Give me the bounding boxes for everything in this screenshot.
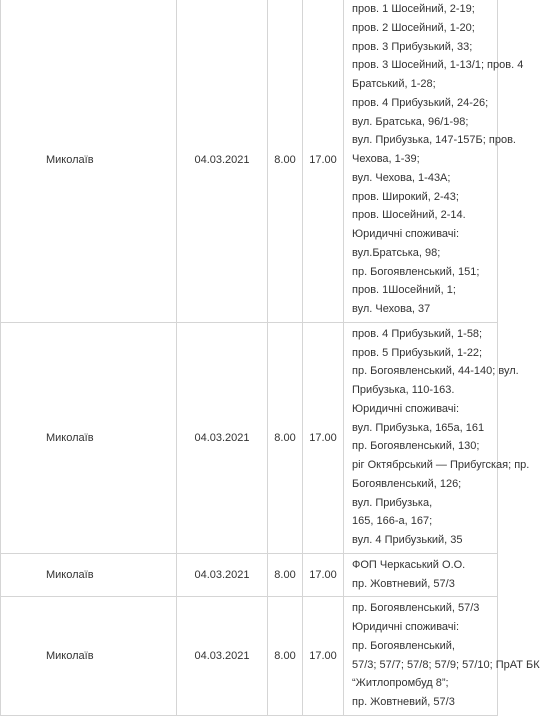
address-line: Прибузька, 110-163. (352, 384, 455, 396)
end-time-cell: 17.00 (303, 0, 344, 322)
city-cell: Миколаїв (1, 553, 177, 597)
addresses-cell (344, 553, 498, 597)
address-line: Чехова, 1-39; (352, 153, 420, 165)
start-time-cell: 8.00 (268, 597, 303, 716)
address-line: вул. Прибузька, (352, 496, 433, 509)
address-line: пров. 4 Прибузький, 1-58; (352, 327, 483, 340)
address-line: вул. Чехова, 1-43А; (352, 171, 451, 184)
address-line: пр. Богоявленський, 151; (352, 265, 480, 278)
city-cell: Миколаїв (1, 597, 177, 716)
address-line: пр. Богоявленський, 57/3 (352, 602, 480, 615)
address-line: пров. 1Шосейний, 1; (352, 284, 456, 297)
table-body (1, 0, 540, 715)
address-line: вул. Чехова, 37 (352, 303, 431, 315)
address-line: 57/3; 57/7; 57/8; 57/9; 57/10; ПрАТ БК (352, 658, 540, 671)
date-cell: 04.03.2021 (177, 322, 268, 553)
date-cell: 04.03.2021 (177, 597, 268, 716)
address-line: вул.Братська, 98; (352, 246, 441, 259)
address-line: Братський, 1-28; (352, 78, 436, 90)
addresses-cell (344, 0, 524, 322)
address-line: пров. Шосейний, 2-14. (352, 209, 466, 222)
address-line: пр. Богоявленський, 130; (352, 440, 480, 453)
address-line: Богоявленський, 126; (352, 477, 462, 490)
address-line: пр. Богоявленський, (352, 639, 455, 652)
start-time-cell: 8.00 (268, 0, 303, 322)
address-line: пров. Широкий, 2-43; (352, 190, 459, 203)
address-line: Юридичні споживачі: (352, 621, 460, 633)
address-line: Юридичні споживачі: (352, 402, 460, 415)
address-line: Юридичні споживачі: (352, 228, 460, 240)
address-line: ФОП Черкаський О.О. (352, 558, 466, 571)
address-line: “Житлопромбуд 8”; (352, 677, 449, 690)
table-row (1, 597, 498, 716)
table-row (1, 322, 498, 553)
address-line: вул. 4 Прибузький, 35 (352, 534, 463, 546)
address-line: вул. Братська, 96/1-98; (352, 115, 469, 128)
date-cell: 04.03.2021 (177, 0, 268, 322)
address-line: ріг Октябрський — Прибугская; пр. (352, 459, 530, 471)
city-cell: Миколаїв (1, 0, 177, 322)
address-line: вул. Прибузька, 147-157Б; пров. (352, 134, 516, 147)
address-line: пров. 3 Прибузький, 33; (352, 40, 473, 53)
address-line: пр. Жовтневий, 57/3 (352, 696, 455, 708)
addresses-cell (344, 597, 540, 716)
address-line: вул. Прибузька, 165а, 161 (352, 421, 485, 434)
table-row (1, 0, 498, 322)
start-time-cell: 8.00 (268, 553, 303, 597)
address-line: пр. Жовтневий, 57/3 (352, 577, 455, 590)
city-cell: Миколаїв (1, 322, 177, 553)
address-line: пров. 4 Прибузький, 24-26; (352, 96, 489, 109)
addresses-cell (344, 322, 530, 553)
end-time-cell: 17.00 (303, 322, 344, 553)
address-line: пров. 3 Шосейний, 1-13/1; пров. 4 (352, 59, 524, 72)
end-time-cell: 17.00 (303, 597, 344, 716)
table-row (1, 553, 498, 597)
end-time-cell: 17.00 (303, 553, 344, 597)
address-line: пр. Богоявленський, 44-140; вул. (352, 365, 519, 378)
address-line: пров. 1 Шосейний, 2-19; (352, 3, 475, 15)
address-line: пров. 2 Шосейний, 1-20; (352, 21, 475, 34)
address-line: 165, 166-а, 167; (352, 515, 433, 528)
date-cell: 04.03.2021 (177, 553, 268, 597)
address-line: пров. 5 Прибузький, 1-22; (352, 346, 483, 359)
start-time-cell: 8.00 (268, 322, 303, 553)
